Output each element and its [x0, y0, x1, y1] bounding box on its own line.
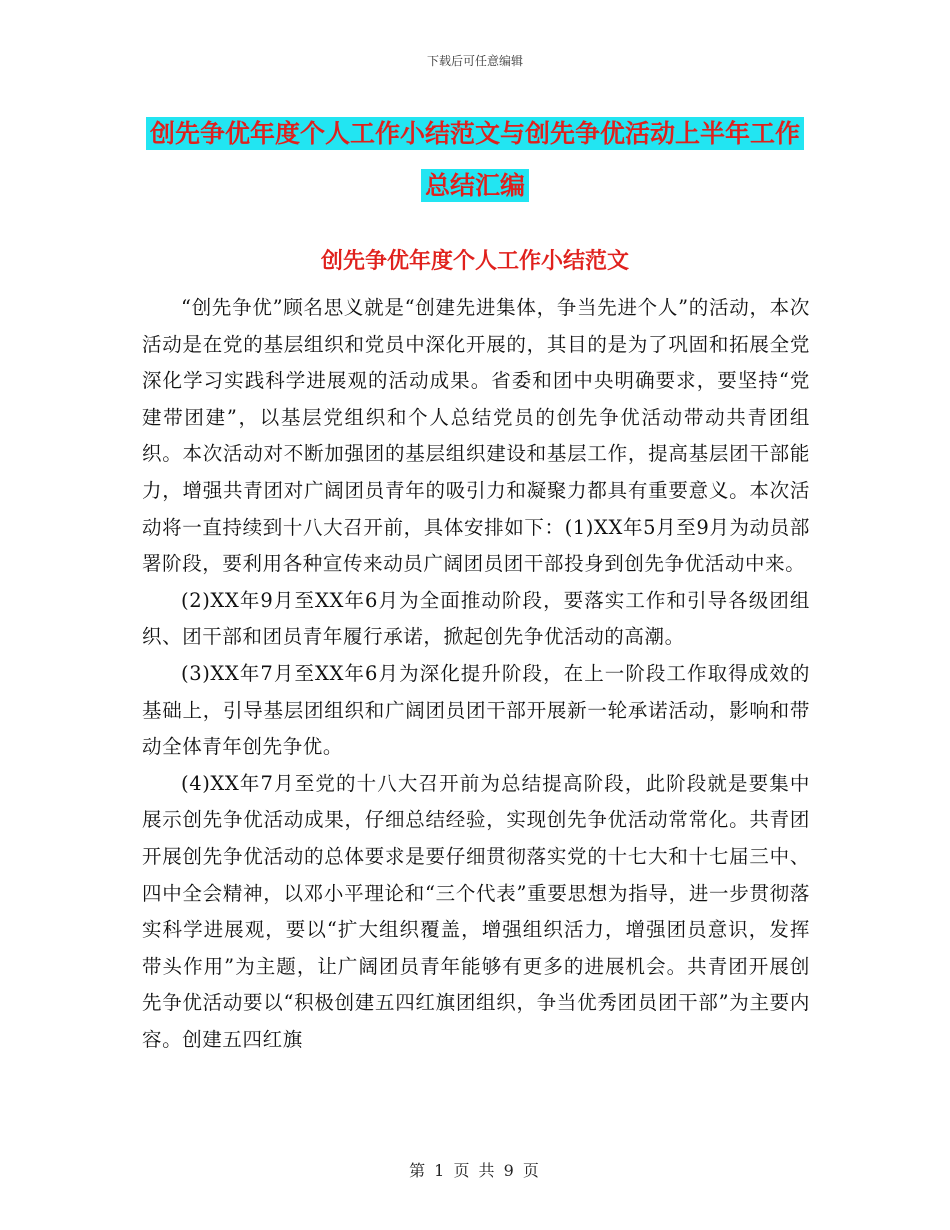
body-paragraph: (2)XX年9月至XX年6月为全面推动阶段，要落实工作和引导各级团组织、团干部和团员青年履行承诺，掀起创先争优活动的高潮。	[142, 588, 810, 649]
body-paragraph: (3)XX年7月至XX年6月为深化提升阶段，在上一阶段工作取得成效的基础上，引导基层团组织和广阔团员团干部开展新一轮承诺活动，影响和带动全体青年创先争优。	[142, 661, 810, 759]
document-body	[142, 290, 810, 1058]
document-title-text: 创先争优年度个人工作小结范文与创先争优活动上半年工作总结汇编	[146, 117, 804, 202]
document-title	[140, 108, 810, 212]
body-paragraph: “创先争优”顾名思义就是“创建先进集体，争当先进个人”的活动，本次活动是在党的基层组织和党员中深化开展的，其目的是为了巩固和拓展全党深化学习实践科学进展观的活动成果。省委和团中央明确要求，要坚持“党建带团建”，以基层党组织和个人总结党员的创先争优活动带动共青团组织。本次活动对不断加强团的基层组织建设和基层工作，提高基层团干部能力，增强共青团对广阔团员青年的吸引力和凝聚力都具有重要意义。本次活动将一直持续到十八大召开前，具体安排如下：(1)XX年5月至9月为动员部署阶段，要利用各种宣传来动员广阔团员团干部投身到创先争优活动中来。	[142, 296, 810, 576]
body-paragraph: (4)XX年7月至党的十八大召开前为总结提高阶段，此阶段就是要集中展示创先争优活动成果，仔细总结经验，实现创先争优活动常常化。共青团开展创先争优活动的总体要求是要仔细贯彻落实党的十七大和十七届三中、四中全会精神，以邓小平理论和“三个代表”重要思想为指导，进一步贯彻落实科学进展观，要以“扩大组织覆盖，增强组织活力，增强团员意识，发挥带头作用”为主题，让广阔团员青年能够有更多的进展机会。共青团开展创先争优活动要以“积极创建五四红旗团组织，争当优秀团员团干部”为主要内容。创建五四红旗	[142, 771, 810, 1051]
section-title: 创先争优年度个人工作小结范文	[320, 249, 629, 274]
page-header-note: 下载后可任意编辑	[426, 54, 523, 68]
page-number: 第 1 页 共 9 页	[409, 1161, 541, 1180]
